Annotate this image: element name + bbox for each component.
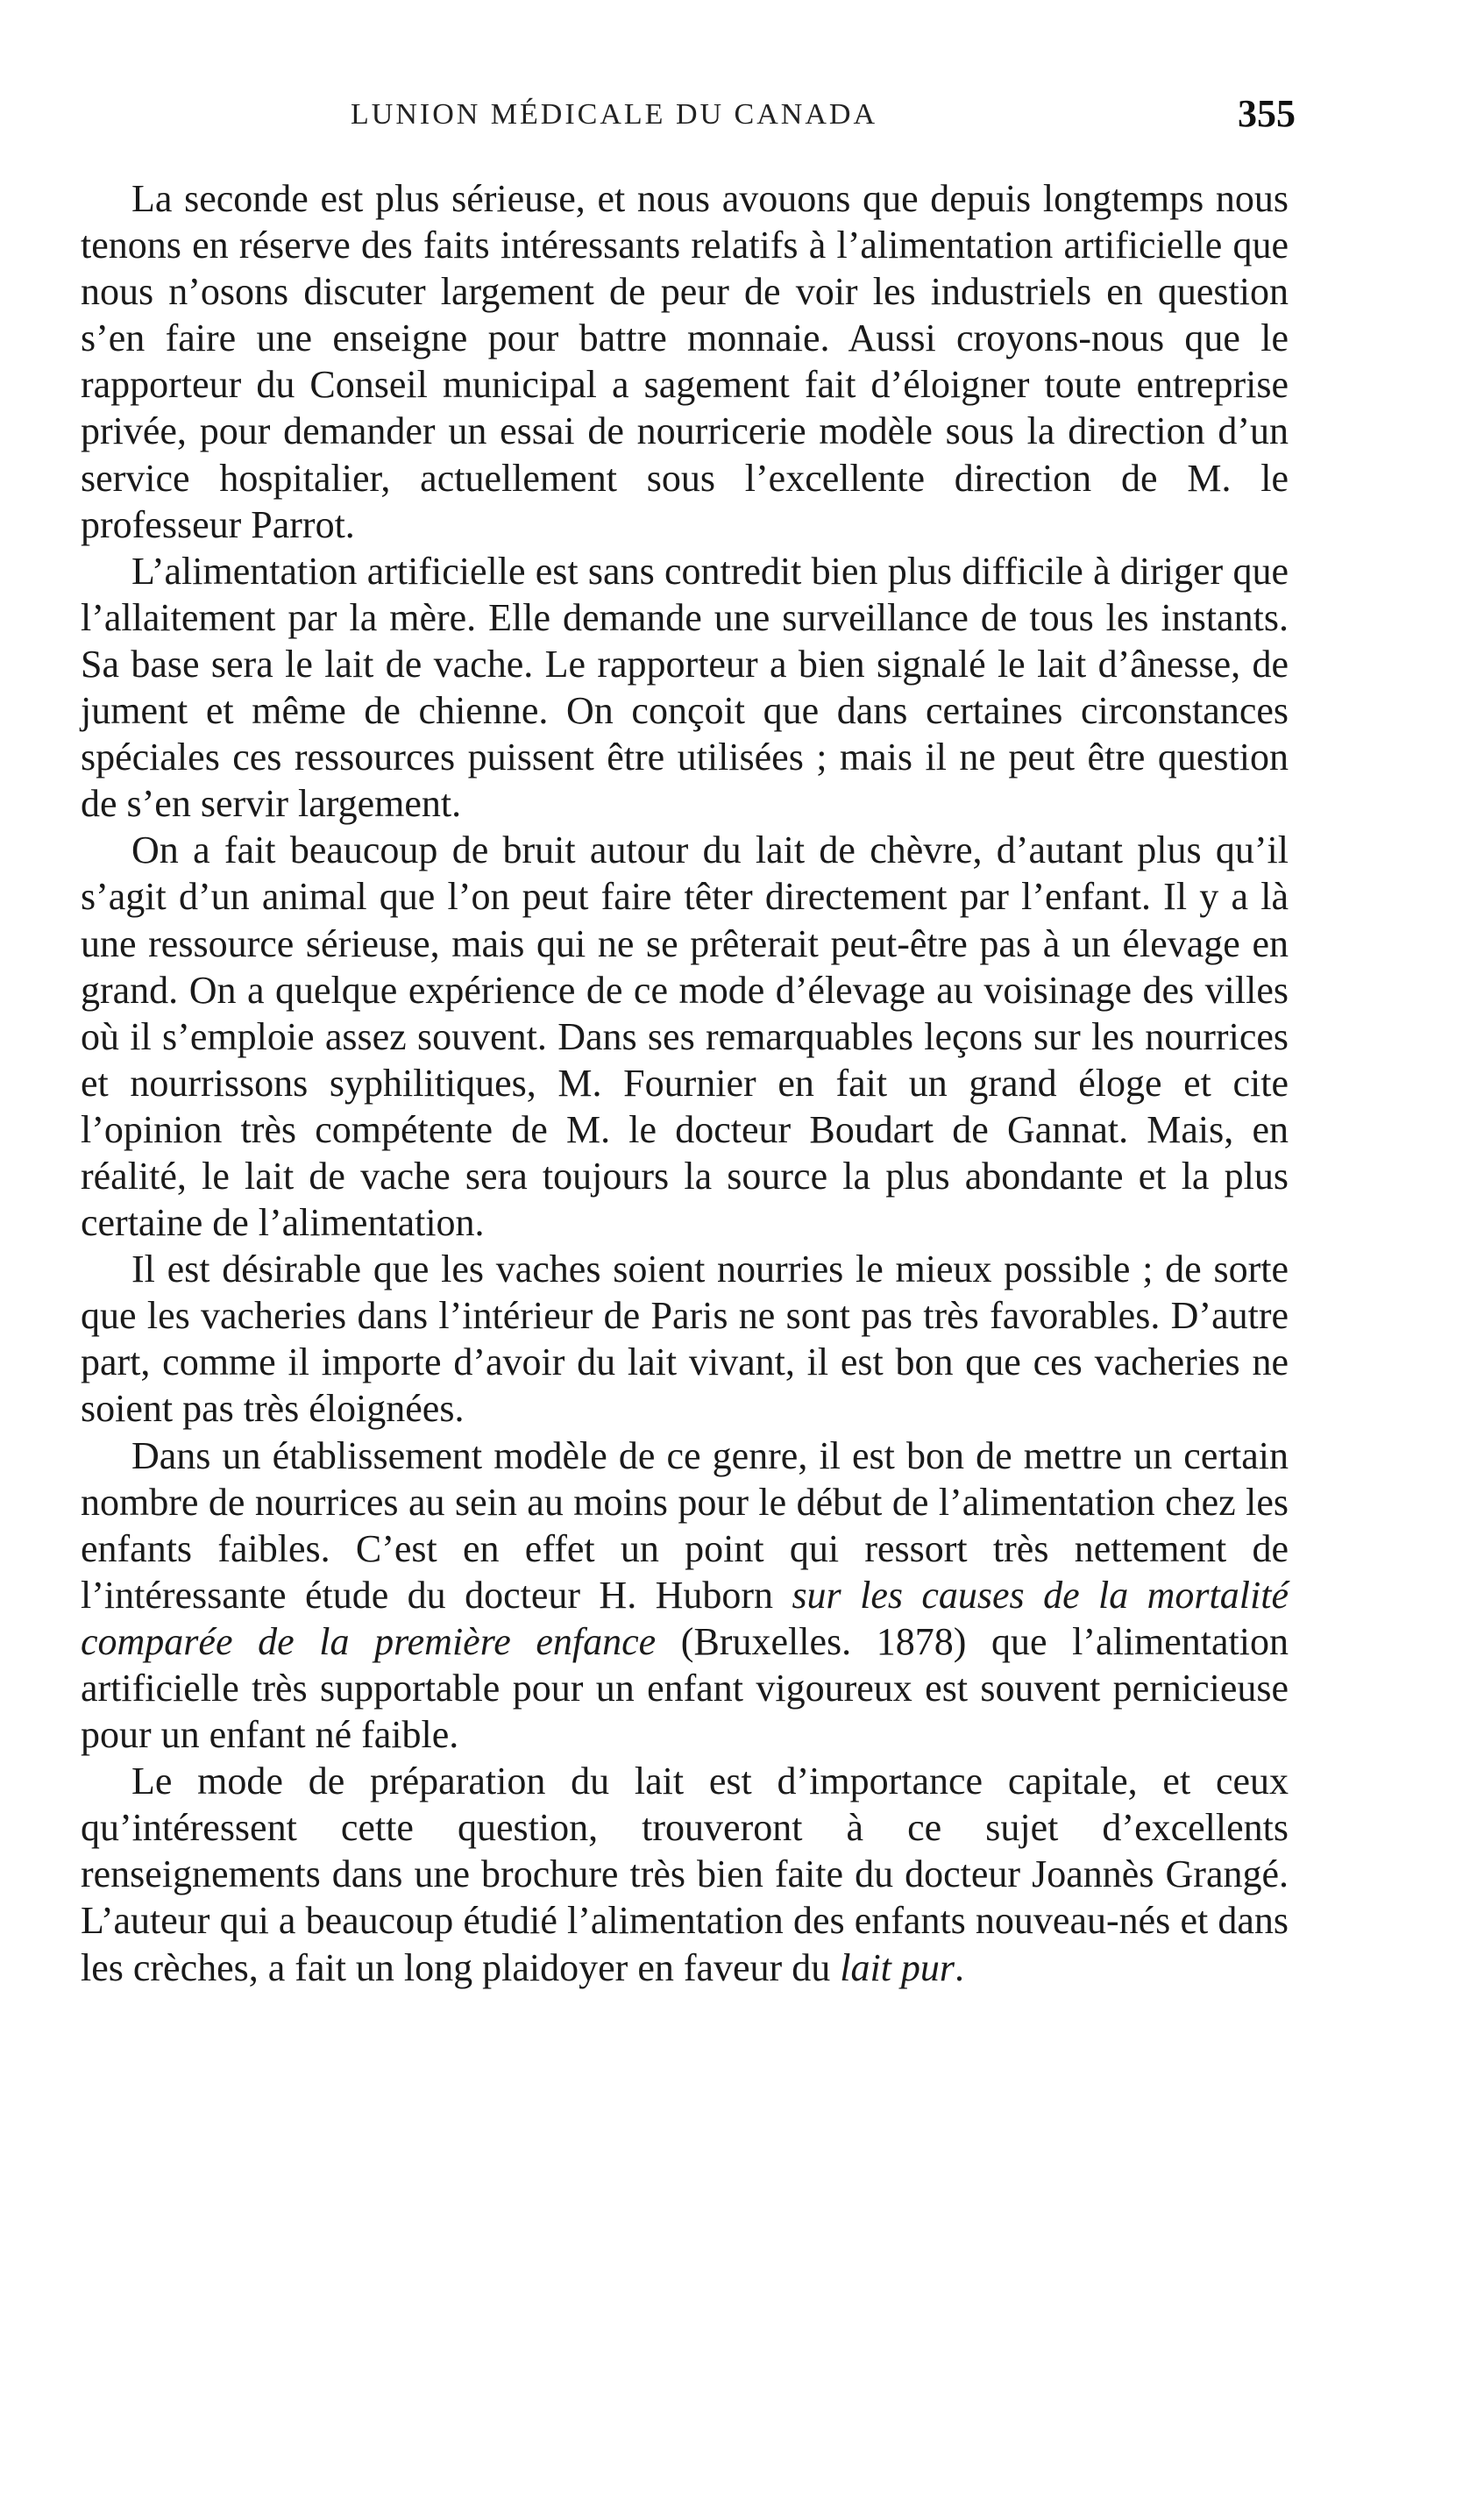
body-text [81, 175, 1289, 1991]
italic-lait-pur: lait pur [840, 1945, 955, 1989]
page-number: 355 [1238, 92, 1296, 135]
paragraph-6-text-end: . [955, 1945, 965, 1989]
paragraph-6-text: Le mode de préparation du lait est d’importance capitale, et ceux qu’intéressent cette question, trouveront à ce sujet d’excellents renseignements dans une brochure très bien faite du docteur Joannès Grangé. L’auteur qui a beaucoup étudié l’alimentation des enfants nouveau-nés et dans les crèches, a fait un long plaidoyer en faveur du [81, 1760, 1289, 1989]
paragraph-1: La seconde est plus sérieuse, et nous avouons que depuis longtemps nous tenons en réserve des faits intéressants relatifs à l’alimentation artificielle que nous n’osons discuter largement de peur de voir les industriels en question s’en faire une enseigne pour battre monnaie. Aussi croyons-nous que le rapporteur du Conseil municipal a sagement fait d’éloigner toute entreprise privée, pour demander un essai de nourricerie modèle sous la direction d’un service hospitalier, actuellement sous l’excellente direction de M. le professeur Parrot. [81, 177, 1289, 546]
italic-book-title: sur les causes de la mortalité comparée de la première enfance [81, 1573, 1289, 1663]
paragraph-2: L’alimentation artificielle est sans contredit bien plus difficile à diriger que l’allaitement par la mère. Elle demande une surveillance de tous les instants. Sa base sera le lait de vache. Le rapporteur a bien signalé le lait d’ânesse, de jument et même de chienne. On conçoit que dans certaines circonstances spéciales ces ressources puissent être utilisées ; mais il ne peut être question de s’en servir largement. [81, 549, 1289, 826]
paragraph-5-text-end: (Bruxelles. 1878) que l’alimentation artificielle très supportable pour un enfant vigoureux est souvent pernicieuse pour un enfant né faible. [81, 1619, 1289, 1757]
paragraph-4: Il est désirable que les vaches soient nourries le mieux possible ; de sorte que les vacheries dans l’intérieur de Paris ne sont pas très favorables. D’autre part, comme il importe d’avoir du lait vivant, il est bon que ces vacheries ne soient pas très éloignées. [81, 1248, 1289, 1431]
paragraph-5-text: Dans un établissement modèle de ce genre, il est bon de mettre un certain nombre de nourrices au sein au moins pour le début de l’alimentation chez les enfants faibles. C’est en effet un point qui ressort très nettement de l’intéressante étude du docteur H. Huborn [81, 1433, 1289, 1617]
paragraph-6 [81, 1758, 1289, 1990]
paragraph-3: On a fait beaucoup de bruit autour du lait de chèvre, d’autant plus qu’il s’agit d’un animal que l’on peut faire têter directement par l’enfant. Il y a là une ressource sérieuse, mais qui ne se prêterait peut-être pas à un élevage en grand. On a quelque expérience de ce mode d’élevage au voisinage des villes où il s’emploie assez souvent. Dans ses remarquables leçons sur les nourrices et nourrissons syphilitiques, M. Fournier en fait un grand éloge et cite l’opinion très compétente de M. le docteur Boudart de Gannat. Mais, en réalité, le lait de vache sera toujours la source la plus abondante et la plus certaine de l’alimentation. [81, 828, 1289, 1245]
running-head: LUNION MÉDICALE DU CANADA [351, 98, 878, 131]
paragraph-5 [81, 1433, 1289, 1759]
